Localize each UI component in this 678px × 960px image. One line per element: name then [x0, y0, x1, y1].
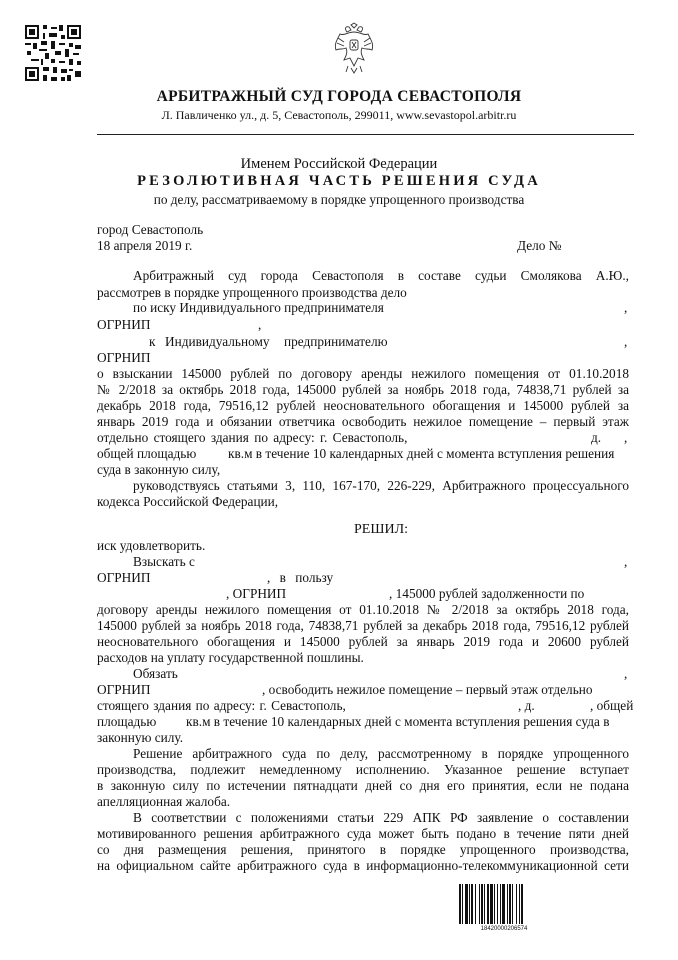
body-line: , ОГРНИП — [226, 586, 287, 601]
body-word: , общей — [590, 698, 634, 713]
body-line: № 2/2018 за октябрь 2018 года, 145000 рублей за ноябрь 2018 года, 74838,71 рублей за — [97, 382, 629, 397]
body-line: мотивированного решения арбитражного суда может быть подано в течение пяти дней — [97, 826, 629, 841]
body-line: Решение арбитражного суда по делу, рассмотренному в порядке упрощенного — [133, 746, 629, 761]
body-line: производства, подлежит немедленному исполнению. Указанное решение вступает — [97, 762, 629, 777]
qr-code — [25, 25, 81, 81]
body-line: расходов на уплату государственной пошлины. — [97, 650, 364, 665]
comma: , — [624, 666, 628, 681]
body-line: 145000 рублей за ноябрь 2018 года, 74838,71 рублей за декабрь 2018 года, 79516,12 рублей — [97, 618, 629, 633]
document-title: РЕЗОЛЮТИВНАЯ ЧАСТЬ РЕШЕНИЯ СУДА — [137, 173, 541, 189]
body-word: д. — [591, 430, 602, 445]
comma: , — [624, 554, 628, 569]
emblem-icon — [332, 22, 376, 74]
ogrnip-label: ОГРНИП — [97, 317, 151, 332]
body-line: суда в законную силу, — [97, 462, 221, 477]
body-word: площадью — [97, 714, 157, 729]
body-line: январь 2019 года и обязании ответчика освободить нежилое помещение – первый этаж — [97, 414, 629, 429]
barcode-number: 18420000206574 — [480, 926, 528, 932]
ogrnip-label: ОГРНИП — [97, 350, 151, 365]
body-line: по иску Индивидуального предпринимателя — [133, 300, 384, 315]
body-line: в законную силу по истечении пятнадцати дней со дня его принятия, если не подана — [97, 778, 629, 793]
body-line: , в пользу — [267, 570, 334, 585]
body-line: договору аренды нежилого помещения от 01.10.2018 № 2/2018 за октябрь 2018 года, — [97, 602, 629, 617]
ogrnip-label: ОГРНИП — [97, 570, 151, 585]
body-line: законную силу. — [97, 730, 184, 745]
ogrnip-label: ОГРНИП — [97, 682, 151, 697]
body-line: кв.м в течение 10 календарных дней с момента вступления решения суда в — [186, 714, 610, 729]
comma: , — [624, 300, 628, 315]
comma: , — [624, 430, 628, 445]
body-line: В соответствии с положениями статьи 229 АПК РФ заявление о составлении — [133, 810, 629, 825]
body-line: , 145000 рублей задолженности по — [389, 586, 585, 601]
body-word: предпринимателю — [284, 334, 388, 349]
title-line-1: Именем Российской Федерации — [240, 156, 438, 172]
body-line: кодекса Российской Федерации, — [97, 494, 279, 509]
body-line: отдельно стоящего здания по адресу: г. Севастополь, — [97, 430, 408, 445]
body-line: о взыскании 145000 рублей по договору аренды нежилого помещения от 01.10.2018 — [97, 366, 629, 381]
body-word: к — [149, 334, 156, 349]
body-line: на официальном сайте арбитражного суда в информационно-телекоммуникационной сети — [97, 858, 629, 873]
body-word: общей площадью — [97, 446, 197, 461]
body-line: рассмотрев в порядке упрощенного производства дело — [97, 285, 407, 300]
body-line: стоящего здания по адресу: г. Севастополь, — [97, 698, 346, 713]
header-divider — [97, 134, 634, 135]
body-word: Индивидуальному — [165, 334, 270, 349]
title-subline: по делу, рассматриваемому в порядке упрощенного производства — [153, 192, 525, 207]
body-line: Арбитражный суд города Севастополя в составе судьи Смолякова А.Ю., — [133, 268, 629, 283]
body-line: декабрь 2018 года, 79516,12 рублей неосновательного обогащения и 145000 рублей за — [97, 398, 629, 413]
city: город Севастополь — [97, 222, 204, 237]
body-line: руководствуясь статьями 3, 110, 167-170, 226-229, Арбитражного процессуального — [133, 478, 629, 493]
comma: , — [258, 317, 262, 332]
court-name: АРБИТРАЖНЫЙ СУД ГОРОДА СЕВАСТОПОЛЯ — [156, 88, 522, 105]
comma: , — [624, 334, 628, 349]
resolved-heading: РЕШИЛ: — [354, 522, 408, 537]
decision-date: 18 апреля 2019 г. — [97, 238, 193, 253]
body-line: Обязать — [133, 666, 178, 681]
body-line: иск удовлетворить. — [97, 538, 206, 553]
body-line: кв.м в течение 10 календарных дней с момента вступления решения — [228, 446, 615, 461]
court-address: Л. Павличенко ул., д. 5, Севастополь, 299011, www.sevastopol.arbitr.ru — [161, 108, 517, 122]
body-line: неосновательного обогащения и 145000 рублей за январь 2019 года и 20600 рублей — [97, 634, 629, 649]
body-line: апелляционная жалоба. — [97, 794, 231, 809]
body-word: , д. — [518, 698, 535, 713]
body-line: , освободить нежилое помещение – первый этаж отдельно — [262, 682, 593, 697]
body-line: Взыскать с — [133, 554, 195, 569]
barcode — [458, 884, 550, 926]
case-number-label: Дело № — [517, 238, 562, 253]
body-line: со дня размещения решения, принятого в порядке упрощенного производства, — [97, 842, 629, 857]
